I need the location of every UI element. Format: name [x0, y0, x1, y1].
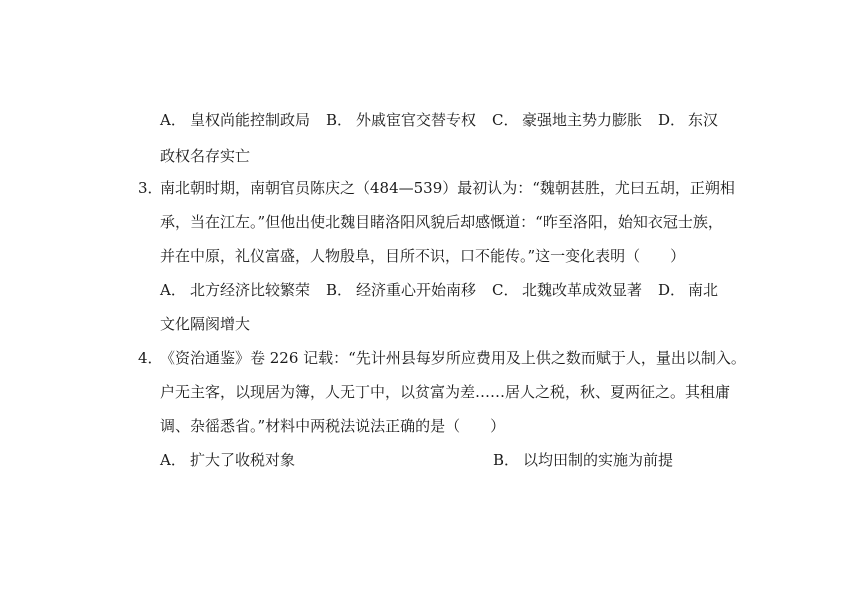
q2-option-a: A． 皇权尚能控制政局 [160, 111, 311, 129]
q2-options-row [160, 110, 718, 130]
q2-option-b: B． 外戚宦官交替专权 [326, 111, 477, 129]
q4-options-row [160, 450, 673, 470]
q2-option-d-continuation: 政权名存实亡 [160, 147, 251, 165]
q3-option-a: A． 北方经济比较繁荣 [160, 281, 311, 299]
q2-option-d: D． 东汉 [658, 111, 719, 129]
q3-option-d: D． 南北 [658, 281, 719, 299]
q2-option-c: C． 豪强地主势力膨胀 [492, 111, 643, 129]
q3-number: 3． [138, 179, 163, 197]
q4-option-b: B． 以均田制的实施为前提 [493, 451, 674, 469]
q4-option-a: A． 扩大了收税对象 [160, 451, 296, 469]
q4-line-1 [138, 348, 746, 368]
q3-option-b: B． 经济重心开始南移 [326, 281, 477, 299]
q4-line-3: 调、杂徭悉省。”材料中两税法说法正确的是（ ） [160, 417, 506, 435]
q3-line-2: 承，当在江左。”但他出使北魏目睹洛阳风貌后却感慨道：“昨至洛阳，始知衣冠士族， [160, 213, 723, 231]
q3-options-row [160, 280, 718, 300]
q4-number: 4． [138, 349, 163, 367]
q3-option-c: C． 北魏改革成效显著 [492, 281, 643, 299]
q3-text-1: 南北朝时期，南朝官员陈庆之（484—539）最初认为：“魏朝甚胜，尤曰五胡，正朔相 [160, 179, 735, 197]
q3-line-3: 并在中原，礼仪富盛，人物殷阜，目所不识，口不能传。”这一变化表明（ ） [160, 247, 686, 265]
q4-text-1: 《资治通鉴》卷 226 记载：“先计州县每岁所应费用及上供之数而赋于人，量出以制入。 [160, 349, 746, 367]
q4-line-2: 户无主客，以现居为簿，人无丁中，以贫富为差……居人之税，秋、夏两征之。其租庸 [160, 383, 731, 401]
q3-line-1 [138, 178, 735, 198]
q3-option-d-continuation: 文化隔阂增大 [160, 315, 251, 333]
